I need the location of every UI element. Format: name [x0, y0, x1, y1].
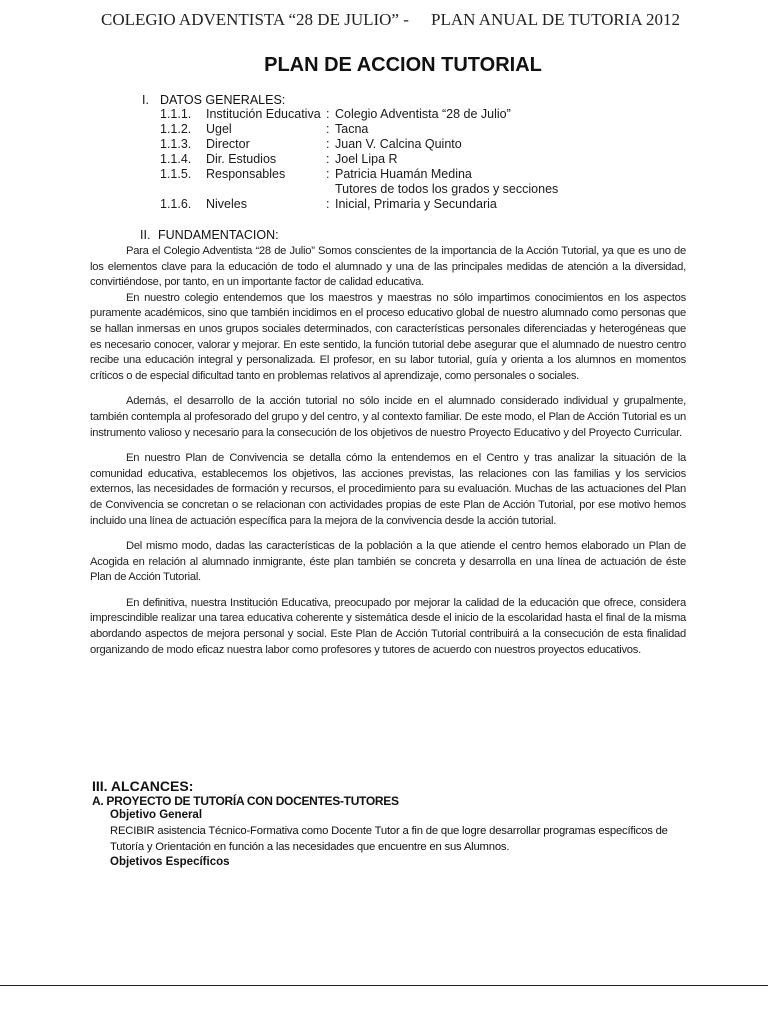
paragraph: Del mismo modo, dadas las características de la población a la que atiende el centro hemos elaborado un Plan de Acogida en relación al alumnado inmigrante, éste plan también se concreta y desarrolla en una línea de actuación de éste Plan de Acción Tutorial. — [90, 540, 686, 584]
general-data-table — [160, 107, 558, 212]
colon: : — [326, 197, 330, 211]
item-number: 1.1.1. — [160, 107, 192, 121]
paragraph: En nuestro colegio entendemos que los maestros y maestras no sólo impartimos conocimientos en los aspectos puramente académicos, sino que también incidimos en el proceso educativo global de nuestro alumnado como personas que se hallan inmersas en unos grupos sociales determinados, con características personales diferenciadas y heterogéneas que es necesario conocer, valorar y mejorar. En este sentido, la función tutorial debe asegurar que el alumnado de nuestro centro recibe una educación integral y personalizada. El profesor, en su labor tutorial, guía y orienta a los alumnos en momentos críticos o de especial dificultad tanto en problemas relativos al aprendizaje, como personales o sociales. — [90, 291, 686, 382]
item-number: 1.1.4. — [160, 152, 192, 166]
table-row — [160, 197, 558, 212]
table-row — [160, 107, 558, 122]
section-title: FUNDAMENTACION: — [158, 228, 279, 242]
item-label: Dir. Estudios — [206, 152, 277, 166]
item-label: Director — [206, 137, 250, 151]
section-alcances — [92, 778, 686, 870]
specific-objectives-label: Objetivos Específicos — [110, 856, 230, 868]
objectives-block — [110, 808, 686, 870]
table-row — [160, 152, 558, 167]
table-row — [160, 122, 558, 137]
paragraph: Además, el desarrollo de la acción tutorial no sólo incide en el alumnado considerado individual y grupalmente, también contempla al profesorado del grupo y del centro, y al contexto familiar. De este modo, el Plan de Acción Tutorial es un instrumento valioso y necesario para la consecución de los objetivos de nuestro Proyecto Educativo y del Proyecto Curricular. — [90, 395, 686, 439]
item-value: Joel Lipa R — [335, 152, 398, 166]
paragraph: En nuestro Plan de Convivencia se detalla cómo la entendemos en el Centro y tras analizar la situación de la comunidad educativa, establecemos los objetivos, las acciones previstas, las relaciones con las familias y los servicios externos, las necesidades de formación y recursos, el procedimiento para su evaluación. Muchas de las actuaciones del Plan de Convivencia se concretan o se relacionan con actividades propias de este Plan de Acción Tutorial, por ese motivo hemos incluido una línea de actuación específica para la mejora de la convivencia desde la acción tutorial. — [90, 452, 686, 527]
colon: : — [326, 167, 330, 181]
responsible-1: Patricia Huamán Medina — [335, 167, 472, 181]
subsection-title: A. PROYECTO DE TUTORÍA CON DOCENTES-TUTORES — [92, 794, 399, 808]
header-school-name: COLEGIO ADVENTISTA “28 DE JULIO” - — [101, 10, 409, 29]
section-heading — [142, 93, 558, 107]
colon: : — [326, 137, 330, 151]
paragraph: Para el Colegio Adventista “28 de Julio” Somos conscientes de la importancia de la Acción Tutorial, ya que es uno de los elementos clave para la educación de todo el alumnado y una de las principales medidas de atención a la diversidad, convirtiéndose, por tanto, en un importante factor de calidad educativa. — [90, 245, 686, 289]
item-label: Niveles — [206, 197, 247, 211]
item-value — [335, 167, 558, 197]
general-objective-text: RECIBIR asistencia Técnico-Formativa como Docente Tutor a fin de que logre desarrollar programas específicos de Tutoría y Orientación en función a las necesidades que encuentre en sus Alumnos. — [110, 825, 668, 853]
section-title: DATOS GENERALES: — [160, 93, 286, 107]
item-value: Juan V. Calcina Quinto — [335, 137, 462, 151]
paragraph: En definitiva, nuestra Institución Educativa, preocupado por mejorar la calidad de la educación que ofrece, considera imprescindible realizar una tarea educativa coherente y sistemática desde el inicio de la escolaridad hasta el final de la misma abordando aspectos de mejora personal y social. Este Plan de Acción Tutorial contribuirá a la consecución de esta finalidad organizando de modo eficaz nuestra labor como profesores y tutores de acuerdo con nuestros proyectos educativos. — [90, 596, 686, 656]
colon: : — [326, 152, 330, 166]
general-objective-label: Objetivo General — [110, 809, 203, 821]
item-number: 1.1.2. — [160, 122, 192, 136]
item-label: Ugel — [206, 122, 232, 136]
item-number: 1.1.6. — [160, 197, 192, 211]
item-value: Tacna — [335, 122, 369, 136]
page-divider — [0, 985, 768, 986]
section-fundamentacion — [90, 228, 686, 658]
document-title: PLAN DE ACCION TUTORIAL — [264, 54, 542, 76]
header-plan-name: PLAN ANUAL DE TUTORIA 2012 — [431, 10, 681, 29]
section-number: II. — [140, 228, 151, 242]
item-value: Colegio Adventista “28 de Julio” — [335, 107, 511, 121]
item-label: Responsables — [206, 167, 286, 181]
colon: : — [326, 122, 330, 136]
colon: : — [326, 107, 330, 121]
table-row — [160, 167, 558, 197]
table-row — [160, 137, 558, 152]
responsible-2: Tutores de todos los grados y secciones — [335, 182, 559, 196]
section-heading — [140, 228, 686, 242]
section-title: III. ALCANCES: — [92, 778, 194, 794]
item-value: Inicial, Primaria y Secundaria — [335, 197, 497, 211]
section-number: I. — [142, 93, 149, 107]
item-number: 1.1.3. — [160, 137, 192, 151]
item-label: Institución Educativa — [206, 107, 321, 121]
section-datos-generales — [142, 93, 558, 212]
item-number: 1.1.5. — [160, 167, 192, 181]
